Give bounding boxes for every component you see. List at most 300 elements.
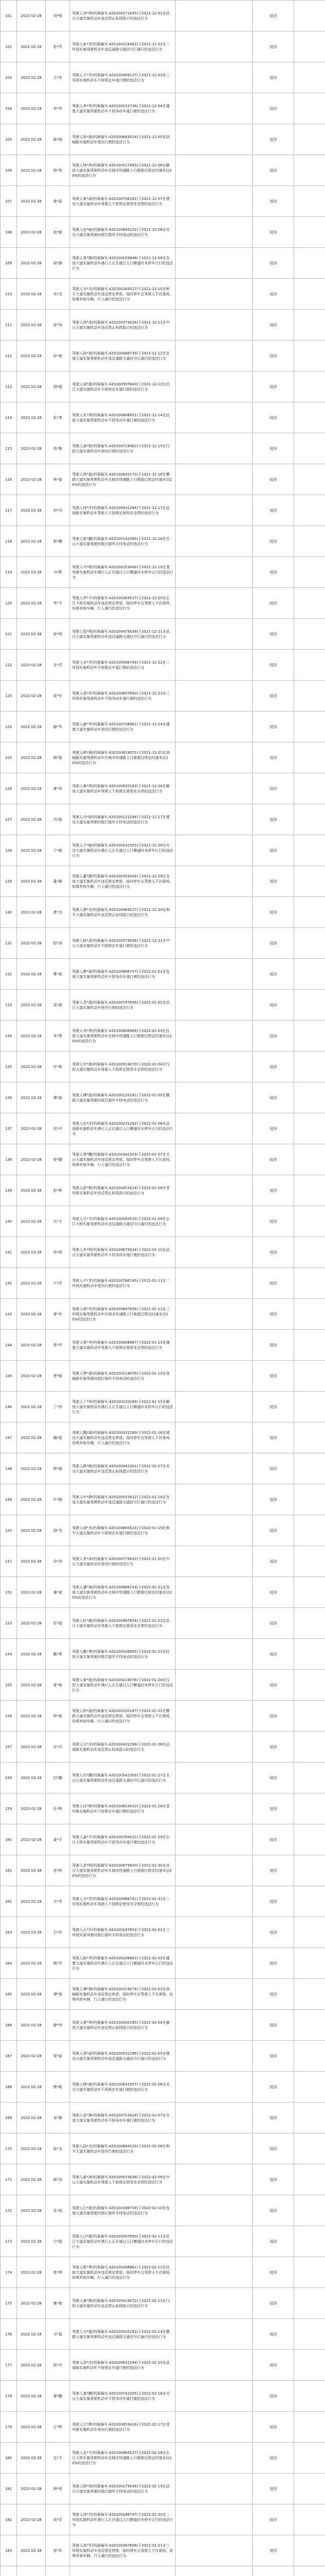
row-description: 驾驶人宋*芳(档案编号:420100586749)于2021-12-22在二环线实施机动车不按规定车道行驶的违法行为: [70, 650, 176, 681]
empty-cell: [294, 1732, 325, 1762]
row-description: 驾驶人彭*辉(档案编号:420100453414)于2022-01-08在青年路实施机动车违反禁止标线指示的违法行为: [70, 1175, 176, 1206]
empty-cell: [294, 1484, 325, 1515]
row-description: 驾驶人邹*丽(档案编号:420100531296)于2022-02-05在建设大道实施驾驶机动车违反道路交通信号灯通行的违法行为: [70, 2041, 176, 2072]
row-description: 驾驶人王*军(档案编号:420100409127)于2021-12-03在三环线实施机动车不按规定车道行驶的违法行为: [70, 62, 176, 93]
row-description: 驾驶人孔*斌(档案编号:420100186749)于2022-02-10在发展大道实施驾驶时拨打接听手持电话的违法行为: [70, 2195, 176, 2226]
row-date: 2022-02-28: [17, 2535, 46, 2566]
empty-cell: [294, 897, 325, 928]
row-result: 驳回: [253, 2443, 294, 2473]
row-date: 2022-02-28: [17, 1422, 46, 1453]
row-description: 驾驶人毛*磊(档案编号:420100520183)于2022-02-14在鹦鹉大道实施驾驶机动车违反道路交通信号灯通行的违法行为: [70, 2319, 176, 2350]
row-date: 2022-02-28: [17, 186, 46, 217]
row-result: 驳回: [253, 1979, 294, 2010]
empty-cell: [176, 1175, 253, 1206]
row-date: 2022-02-28: [17, 866, 46, 897]
empty-cell: [176, 2473, 253, 2504]
row-result: 驳回: [253, 1824, 294, 1855]
empty-cell: [176, 2443, 253, 2473]
row-date: 2022-02-28: [17, 2072, 46, 2103]
empty-cell: [176, 2257, 253, 2288]
empty-cell: [176, 1392, 253, 1422]
row-result: 驳回: [253, 124, 294, 155]
row-date: 2022-02-28: [17, 371, 46, 402]
empty-cell: [176, 2195, 253, 2226]
row-person-name: 邓*勇: [46, 1021, 70, 1052]
row-number: 125: [1, 742, 17, 773]
row-result: 驳回: [253, 681, 294, 711]
row-person-name: 于*敏: [46, 835, 70, 866]
row-number: 149: [1, 1484, 17, 1515]
empty-cell: [294, 2535, 325, 2566]
empty-cell: [176, 773, 253, 804]
table-row: [1, 1701, 325, 1732]
row-description: 驾驶人孙*斌(档案编号:420100486739)于2021-12-12在发展大道实施驾驶机动车违反道路交通信号灯通行的违法行为: [70, 341, 176, 371]
empty-cell: [176, 650, 253, 681]
empty-cell: [176, 990, 253, 1021]
empty-cell: [176, 1206, 253, 1237]
empty-cell: [176, 2288, 253, 2319]
row-description: 驾驶人程*涛(档案编号:420100575636)于2021-12-31在中山大道实施机动车不按规定车道行驶的违法行为: [70, 928, 176, 959]
row-number: 162: [1, 1886, 17, 1917]
table-row: [1, 248, 325, 279]
row-result: 驳回: [253, 402, 294, 433]
row-number: 113: [1, 371, 17, 402]
row-result: 驳回: [253, 928, 294, 959]
row-number: 117: [1, 495, 17, 526]
empty-cell: [294, 2381, 325, 2412]
row-date: 2022-02-28: [17, 2473, 46, 2504]
table-row: [1, 1453, 325, 1484]
row-person-name: 周*静: [46, 248, 70, 279]
row-number: 177: [1, 2350, 17, 2381]
row-number: 119: [1, 557, 17, 588]
table-row: [1, 2350, 325, 2381]
row-person-name: 金*静: [46, 2103, 70, 2133]
row-description: 驾驶人魏*丽(档案编号:420100331290)于2022-01-16在建设大道实施机动车违反规定停放、临时停车且驾驶人不在现场，妨碍其他车辆、行人通行的违法行为: [70, 1422, 176, 1453]
row-result: 驳回: [253, 341, 294, 371]
empty-cell: [294, 124, 325, 155]
empty-cell: [294, 1855, 325, 1886]
table-row: [1, 1237, 325, 1268]
table-row: [1, 2504, 325, 2535]
table-row: [1, 217, 325, 248]
row-date: 2022-02-28: [17, 464, 46, 495]
row-description: 驾驶人康*艳(档案编号:420100419072)于2022-02-13在汉阳大道实施机动车违反禁止标线指示的违法行为: [70, 2288, 176, 2319]
row-description: 驾驶人廖*伟(档案编号:420100420185)于2022-02-04在解放大道实施机动车违反禁止标线指示的违法行为: [70, 2010, 176, 2041]
row-result: 驳回: [253, 1515, 294, 1546]
empty-cell: [176, 1052, 253, 1082]
row-person-name: 毛*磊: [46, 2319, 70, 2350]
row-date: 2022-02-28: [17, 2257, 46, 2288]
row-date: 2022-02-28: [17, 1979, 46, 2010]
row-result: 驳回: [253, 2288, 294, 2319]
row-number: 103: [1, 62, 17, 93]
row-description: 驾驶人邵*军(档案编号:420100397858)于2022-02-21在三环线实施机动车违反规定停放、临时停车且驾驶人不在现场，妨碍其他车辆、行人通行的违法行为: [70, 2535, 176, 2566]
table-row: [1, 557, 325, 588]
row-person-name: 廖*伟: [46, 2010, 70, 2041]
row-result: 驳回: [253, 866, 294, 897]
empty-cell: [176, 742, 253, 773]
row-number: 180: [1, 2443, 17, 2473]
table-row: [1, 928, 325, 959]
empty-cell: [176, 526, 253, 557]
empty-cell: [176, 1453, 253, 1484]
row-description: 驾驶人韩*强(档案编号:420100819072)于2021-12-25在珞喻路实施驾驶机动车在城市快速路上行驶超过规定时速未达20%的违法行为: [70, 742, 176, 773]
empty-cell: [176, 1886, 253, 1917]
row-number: 132: [1, 959, 17, 990]
table-row: [1, 1762, 325, 1793]
table-row: [1, 186, 325, 217]
table-row: [1, 464, 325, 495]
row-result: 驳回: [253, 1886, 294, 1917]
row-description: 驾驶人唐*伟(档案编号:420100920183)于2021-12-26在解放大道实施机动车驾驶人不按规定使用安全带的违法行为: [70, 773, 176, 804]
empty-cell: [176, 1948, 253, 1979]
row-date: 2022-02-28: [17, 588, 46, 619]
empty-cell: [176, 2381, 253, 2412]
row-date: 2022-02-28: [17, 742, 46, 773]
row-date: 2022-02-28: [17, 217, 46, 248]
row-person-name: 赵*敏: [46, 217, 70, 248]
empty-cell: [294, 2010, 325, 2041]
empty-cell: [294, 588, 325, 619]
empty-cell: [294, 31, 325, 62]
table-row: [1, 2041, 325, 2072]
empty-cell: [294, 1422, 325, 1453]
row-description: 驾驶人郝*涛(档案编号:420100975638)于2022-02-09在中山大道实施机动车驾驶人不按规定使用安全带的违法行为: [70, 2164, 176, 2195]
row-description: 驾驶人方*芳(档案编号:420100986741)于2022-01-31在二环线实施机动车驾驶人不按规定使用安全带的违法行为: [70, 1886, 176, 1917]
row-person-name: 谢*华: [46, 711, 70, 742]
row-description: 驾驶人史*平(档案编号:420100964527)于2022-02-18在长江大桥实施驾驶机动车在城市快速路上行驶超过规定时速未达20%的违法行为: [70, 2443, 176, 2473]
row-result: 驳回: [253, 2319, 294, 2350]
empty-cell: [176, 1917, 253, 1948]
row-person-name: 秦*鹏: [46, 2381, 70, 2412]
row-date: 2022-02-28: [17, 2041, 46, 2072]
row-date: 2022-02-28: [17, 1608, 46, 1639]
row-description: 驾驶人何*洋(档案编号:420100931284)于2021-12-17在武珞路实施机动车驾驶人不按规定使用安全带的违法行为: [70, 495, 176, 526]
row-description: 驾驶人高*艳(档案编号:420100719062)于2021-12-15在汉阳大道实施机动车逆向行驶的违法行为: [70, 433, 176, 464]
row-person-name: 魏*丽: [46, 1422, 70, 1453]
table-row: [1, 1639, 325, 1670]
row-description: 驾驶人白*超(档案编号:420100297850)于2022-02-11在沿江大道实施机动车遇行人正在通过人行横道时未停车让行的违法行为: [70, 2226, 176, 2257]
empty-cell: [294, 866, 325, 897]
row-date: 2022-02-28: [17, 1701, 46, 1732]
table-row: [1, 1824, 325, 1855]
table-row: [1, 2535, 325, 2566]
empty-cell: [176, 464, 253, 495]
row-date: 2022-02-28: [17, 2195, 46, 2226]
row-date: 2022-02-28: [17, 1577, 46, 1608]
table-row: [1, 155, 325, 186]
row-number: 181: [1, 2473, 17, 2504]
table-row: [1, 1515, 325, 1546]
row-description: 驾驶人袁*超(档案编号:420100797858)于2022-01-02在沿江大道实施机动车逆向行驶的违法行为: [70, 990, 176, 1021]
table-row: [1, 2195, 325, 2226]
row-person-name: 范*明: [46, 1855, 70, 1886]
row-number: 105: [1, 124, 17, 155]
row-result: 驳回: [253, 1175, 294, 1206]
row-date: 2022-02-28: [17, 2164, 46, 2195]
row-number: 114: [1, 402, 17, 433]
row-date: 2022-02-28: [17, 1484, 46, 1515]
row-description: 驾驶人李*华(档案编号:420100152736)于2021-12-04在雄楚大道实施驾驶机动车不按导向车道行驶的违法行为: [70, 93, 176, 124]
row-person-name: 傅*磊: [46, 1082, 70, 1113]
empty-cell: [294, 248, 325, 279]
table-row: [1, 433, 325, 464]
row-result: 驳回: [253, 155, 294, 186]
empty-cell: [176, 2350, 253, 2381]
table-row: [1, 2164, 325, 2195]
row-result: 驳回: [253, 31, 294, 62]
row-description: 驾驶人谢*华(档案编号:420100708961)于2021-12-24在雄楚大道实施机动车逆向行驶的违法行为: [70, 711, 176, 742]
row-person-name: 曹*斌: [46, 959, 70, 990]
row-person-name: 宋*芳: [46, 650, 70, 681]
row-description: 驾驶人熊*敏(档案编号:420100642307)于2022-02-06在光谷大道实施机动车不按规定车道行驶的违法行为: [70, 2072, 176, 2103]
row-description: 驾驶人黄*丽(档案编号:420100736281)于2021-12-07在建设大道实施机动车驾驶人不按规定使用安全带的违法行为: [70, 186, 176, 217]
table-row: [1, 773, 325, 804]
row-description: 驾驶人罗*平(档案编号:420100364517)于2021-12-20在长江大桥实施机动车违反规定停放、临时停车且驾驶人不在现场，妨碍其他车辆、行人通行的违法行为: [70, 588, 176, 619]
empty-cell: [176, 279, 253, 310]
row-result: 驳回: [253, 2041, 294, 2072]
row-result: 驳回: [253, 1237, 294, 1268]
empty-cell: [294, 2103, 325, 2133]
row-person-name: 姜*平: [46, 1824, 70, 1855]
row-person-name: 苏*明: [46, 1237, 70, 1268]
row-person-name: 邹*丽: [46, 2041, 70, 2072]
empty-cell: [176, 711, 253, 742]
row-number: 161: [1, 1855, 17, 1886]
row-number: 173: [1, 2226, 17, 2257]
row-description: 驾驶人林*磊(档案编号:420100820173)于2021-12-16在鹦鹉大道实施驾驶机动车在城市快速路上行驶超过规定时速未达20%的违法行为: [70, 464, 176, 495]
row-result: 驳回: [253, 371, 294, 402]
row-number: 167: [1, 2041, 17, 2072]
row-number: 131: [1, 928, 17, 959]
empty-cell: [176, 1237, 253, 1268]
row-number: 153: [1, 1608, 17, 1639]
row-description: 驾驶人杨*伟(档案编号:420100527493)于2021-12-06在解放大道实施驾驶机动车在城市快速路上行驶超过规定时速未达20%的违法行为: [70, 155, 176, 186]
row-person-name: 曾*鹏: [46, 1144, 70, 1175]
row-description: 驾驶人萧*杰(档案编号:420100464527)于2021-12-30在和平大道实施机动车违反禁止标线指示的违法行为: [70, 897, 176, 928]
empty-cell: [176, 804, 253, 835]
row-result: 驳回: [253, 1670, 294, 1701]
row-result: 驳回: [253, 279, 294, 310]
row-number: 176: [1, 2319, 17, 2350]
row-result: 驳回: [253, 1453, 294, 1484]
empty-cell: [176, 2010, 253, 2041]
row-person-name: 卢*芳: [46, 1268, 70, 1299]
row-person-name: 侯*芳: [46, 2504, 70, 2535]
empty-cell: [294, 557, 325, 588]
row-number: 121: [1, 619, 17, 650]
table-row: [1, 1577, 325, 1608]
empty-cell: [176, 2041, 253, 2072]
row-number: 147: [1, 1422, 17, 1453]
row-person-name: 徐*涛: [46, 310, 70, 341]
row-date: 2022-02-28: [17, 2133, 46, 2164]
empty-cell: [176, 1979, 253, 2010]
row-date: 2022-02-28: [17, 1855, 46, 1886]
empty-cell: [176, 2103, 253, 2133]
table-row: [1, 93, 325, 124]
row-description: 驾驶人卢*芳(档案编号:420100786745)于2022-01-11在二环线实施机动车逆向行驶的违法行为: [70, 1268, 176, 1299]
empty-cell: [176, 371, 253, 402]
empty-cell: [294, 2072, 325, 2103]
row-date: 2022-02-28: [17, 1052, 46, 1082]
row-date: 2022-02-28: [17, 310, 46, 341]
row-person-name: 唐*伟: [46, 773, 70, 804]
row-date: 2022-02-28: [17, 1299, 46, 1330]
row-date: 2022-02-28: [17, 928, 46, 959]
table-row: [1, 1082, 325, 1113]
row-number: 133: [1, 990, 17, 1021]
row-person-name: 史*平: [46, 2443, 70, 2473]
row-person-name: 萧*杰: [46, 897, 70, 928]
row-person-name: 顾*明: [46, 2473, 70, 2504]
records-table-body: [1, 1, 325, 2576]
row-description: 驾驶人朱*勇(档案编号:420100608951)于2021-12-14在民族大道实施驾驶机动车不按导向车道行驶的违法行为: [70, 402, 176, 433]
row-result: 驳回: [253, 2164, 294, 2195]
row-person-name: 朱*勇: [46, 402, 70, 433]
row-number: 164: [1, 1948, 17, 1979]
row-person-name: 张*芳: [46, 31, 70, 62]
row-number: 129: [1, 866, 17, 897]
row-result: 驳回: [253, 2133, 294, 2164]
table-row: [1, 1422, 325, 1453]
row-number: 141: [1, 1237, 17, 1268]
empty-cell: [294, 1, 325, 31]
row-person-name: 熊*敏: [46, 2072, 70, 2103]
empty-cell: [176, 124, 253, 155]
empty-cell: [294, 1670, 325, 1701]
row-result: 驳回: [253, 1948, 294, 1979]
row-number: 156: [1, 1701, 17, 1732]
table-row: [1, 310, 325, 341]
row-result: 驳回: [253, 990, 294, 1021]
row-number: 106: [1, 155, 17, 186]
row-date: 2022-02-28: [17, 773, 46, 804]
row-number: 137: [1, 1113, 17, 1144]
row-description: 驾驶人夏*艳(档案编号:420100219076)于2022-01-24在汉阳大道实施机动车遇行人正在通过人行横道时未停车让行的违法行为: [70, 1670, 176, 1701]
row-description: 驾驶人赵*敏(档案编号:420100845102)于2021-12-08在光谷大道实施驾驶时拨打接听手持电话的违法行为: [70, 217, 176, 248]
table-row: [1, 1732, 325, 1762]
row-description: 驾驶人吴*杰(档案编号:420100264517)于2021-12-10在和平大道实施机动车违反规定停放、临时停车且驾驶人不在现场，妨碍其他车辆、行人通行的违法行为: [70, 279, 176, 310]
row-number: 159: [1, 1793, 17, 1824]
row-description: 驾驶人梁*明(档案编号:420100475638)于2021-12-21在武汉大道实施驾驶机动车违反道路交通信号灯通行的违法行为: [70, 619, 176, 650]
table-row: [1, 2443, 325, 2473]
row-person-name: 郭*鹏: [46, 526, 70, 557]
row-result: 驳回: [253, 1361, 294, 1392]
row-date: 2022-02-28: [17, 1515, 46, 1546]
row-description: 驾驶人薛*敏(档案编号:420100442301)于2022-01-17在光谷大道实施机动车违反禁止标线指示的违法行为: [70, 1453, 176, 1484]
row-number: 154: [1, 1639, 17, 1670]
row-result: 驳回: [253, 526, 294, 557]
row-description: 驾驶人杜*超(档案编号:420100997854)于2022-01-22在沿江大道实施机动车驾驶人不按规定使用安全带的违法行为: [70, 1608, 176, 1639]
row-description: 驾驶人顾*明(档案编号:420100175636)于2022-02-19在武汉大道实施驾驶时拨打接听手持电话的违法行为: [70, 2473, 176, 2504]
row-result: 驳回: [253, 1113, 294, 1144]
row-result: 驳回: [253, 1144, 294, 1175]
row-description: 驾驶人马*辉(档案编号:420100253406)于2021-12-19在青年路实施机动车遇行人正在通过人行横道时未停车让行的违法行为: [70, 557, 176, 588]
row-date: 2022-02-28: [17, 2504, 46, 2535]
empty-cell: [176, 2164, 253, 2195]
row-person-name: 任*辉: [46, 1793, 70, 1824]
row-number: 175: [1, 2288, 17, 2319]
empty-cell: [294, 155, 325, 186]
row-result: 驳回: [253, 1793, 294, 1824]
row-date: 2022-02-28: [17, 711, 46, 742]
table-row: [1, 1144, 325, 1175]
row-result: 驳回: [253, 1330, 294, 1361]
row-date: 2022-02-28: [17, 1206, 46, 1237]
row-result: 驳回: [253, 1021, 294, 1052]
empty-cell: [176, 897, 253, 928]
row-person-name: 潘*斌: [46, 1577, 70, 1608]
row-result: 驳回: [253, 1268, 294, 1299]
empty-cell: [176, 433, 253, 464]
row-date: 2022-02-28: [17, 1639, 46, 1670]
empty-cell: [176, 495, 253, 526]
row-description: 驾驶人谭*强(档案编号:420100319074)于2022-02-03在珞喻路实施机动车违反规定停放、临时停车且驾驶人不在现场，妨碍其他车辆、行人通行的违法行为: [70, 1979, 176, 2010]
row-person-name: 姚*华: [46, 1948, 70, 1979]
table-row: [1, 742, 325, 773]
row-person-name: 韩*强: [46, 742, 70, 773]
row-date: 2022-02-28: [17, 959, 46, 990]
empty-cell: [294, 93, 325, 124]
empty-cell: [294, 1144, 325, 1175]
empty-cell: [294, 1701, 325, 1732]
table-row: [1, 1917, 325, 1948]
empty-cell: [294, 402, 325, 433]
empty-cell: [294, 1546, 325, 1577]
empty-cell: [294, 2257, 325, 2288]
row-person-name: 江*辉: [46, 2412, 70, 2443]
row-person-name: 沈*洋: [46, 1113, 70, 1144]
empty-cell: [294, 341, 325, 371]
empty-cell: [176, 1732, 253, 1762]
row-description: 驾驶人郭*鹏(档案编号:420100142395)于2021-12-18在关山大道实施驾驶时拨打接听手持电话的违法行为: [70, 526, 176, 557]
empty-cell: [294, 1082, 325, 1113]
table-row: [1, 2133, 325, 2164]
row-description: 驾驶人于*敏(档案编号:420100242305)于2021-12-28在光谷大道实施机动车遇行人正在通过人行横道时未停车让行的违法行为: [70, 835, 176, 866]
row-date: 2022-02-28: [17, 1670, 46, 1701]
row-result: 驳回: [253, 1917, 294, 1948]
empty-cell: [294, 1762, 325, 1793]
row-description: 驾驶人田*鹏(档案编号:420100542309)于2022-01-27在关山大道实施驾驶机动车违反道路交通信号灯通行的违法行为: [70, 1762, 176, 1793]
row-person-name: 汪*洋: [46, 1732, 70, 1762]
row-person-name: 阎*杰: [46, 1515, 70, 1546]
row-result: 驳回: [253, 557, 294, 588]
row-date: 2022-02-28: [17, 279, 46, 310]
row-number: 148: [1, 1453, 17, 1484]
row-result: 驳回: [253, 2010, 294, 2041]
row-number: 138: [1, 1144, 17, 1175]
empty-cell: [294, 1268, 325, 1299]
row-result: 驳回: [253, 1762, 294, 1793]
row-number: 158: [1, 1762, 17, 1793]
row-number: 178: [1, 2381, 17, 2412]
row-person-name: 杨*伟: [46, 155, 70, 186]
row-number: 110: [1, 279, 17, 310]
row-result: [253, 2566, 294, 2576]
row-date: 2022-02-28: [17, 1762, 46, 1793]
row-date: 2022-02-28: [17, 2010, 46, 2041]
empty-cell: [176, 2072, 253, 2103]
row-date: 2022-02-28: [17, 804, 46, 835]
row-description: 驾驶人钟*磊(档案编号:420100320187)于2022-01-25在鹦鹉大道实施机动车违反规定停放、临时停车且驾驶人不在现场，妨碍其他车辆、行人通行的违法行为: [70, 1701, 176, 1732]
row-date: 2022-02-28: [17, 2288, 46, 2319]
empty-cell: [294, 2566, 325, 2576]
empty-cell: [176, 835, 253, 866]
row-number: 108: [1, 217, 17, 248]
row-number: 172: [1, 2195, 17, 2226]
